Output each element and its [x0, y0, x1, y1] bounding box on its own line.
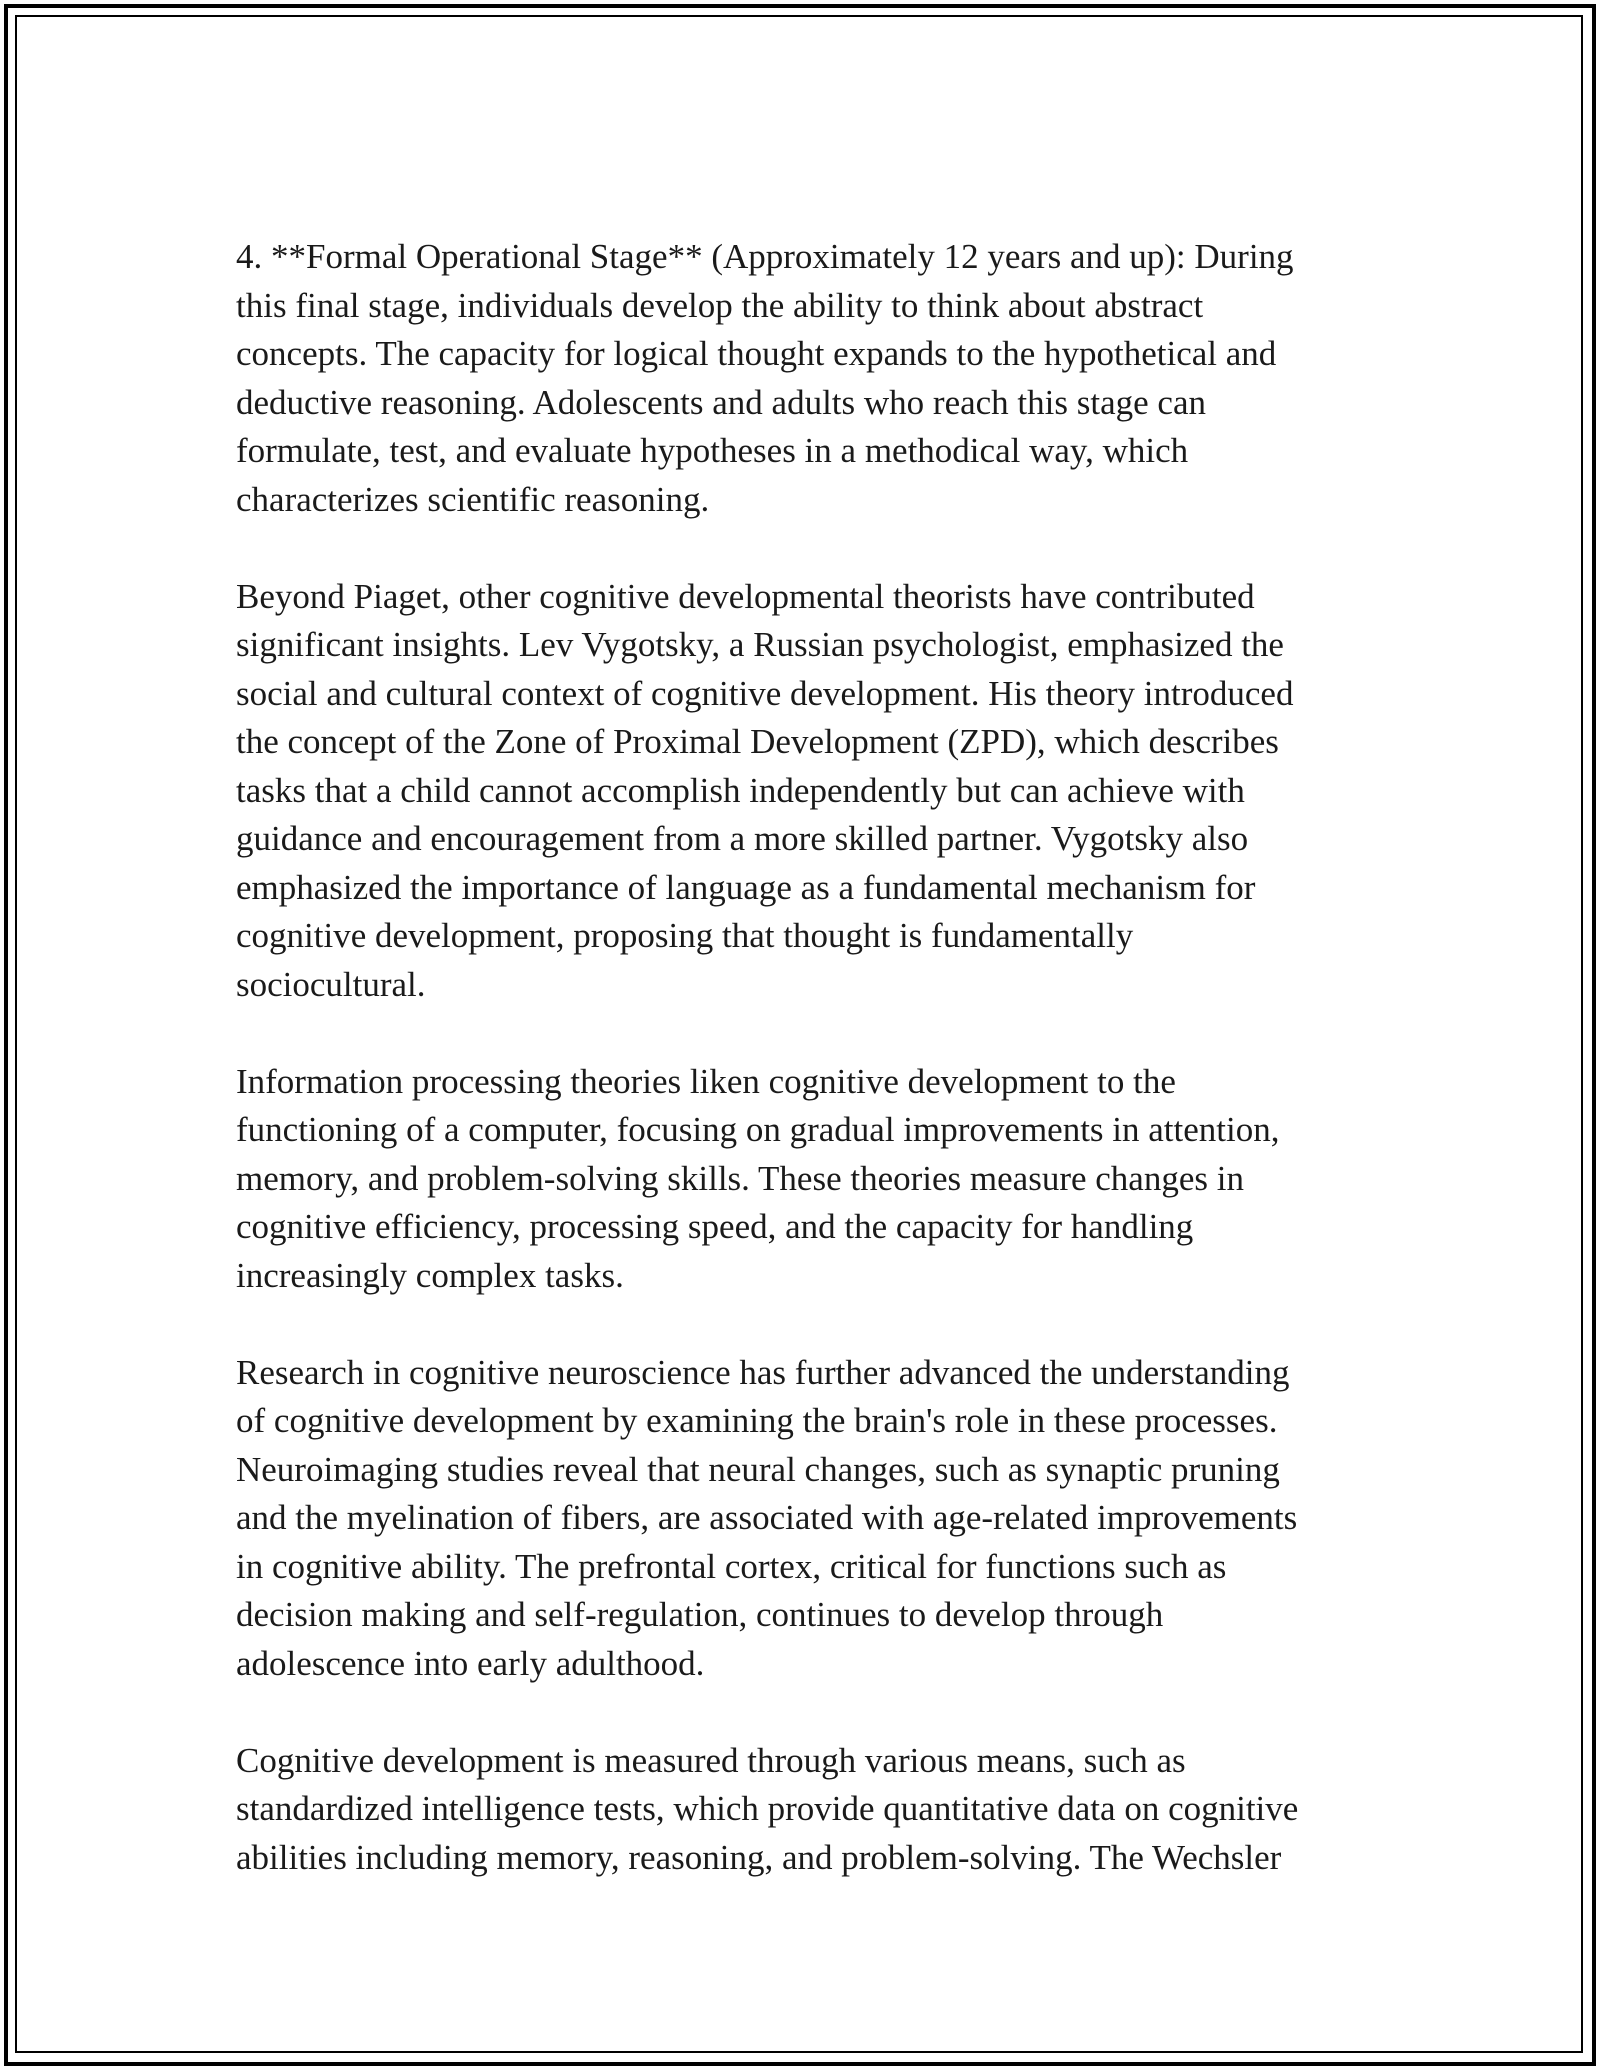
text-line: functioning of a computer, focusing on gradual improvements in attention,	[236, 1110, 1280, 1149]
text-line: Beyond Piaget, other cognitive developmental theorists have contributed	[236, 576, 1255, 616]
paragraph-cognitive-neuroscience	[236, 1349, 1366, 1689]
text-line: in cognitive ability. The prefrontal cortex, critical for functions such as	[236, 1546, 1227, 1586]
text-line: Information processing theories liken cognitive development to the	[236, 1061, 1176, 1101]
text-line: tasks that a child cannot accomplish independently but can achieve with	[236, 770, 1245, 810]
text-line: deductive reasoning. Adolescents and adults who reach this stage can	[236, 382, 1206, 422]
text-line: adolescence into early adulthood.	[236, 1643, 705, 1683]
text-line: Cognitive development is measured through various means, such as	[236, 1740, 1186, 1780]
text-line: memory, and problem-solving skills. These theories measure changes in	[236, 1158, 1244, 1198]
text-line: the concept of the Zone of Proximal Development (ZPD), which describes	[236, 722, 1279, 761]
text-line: decision making and self-regulation, continues to develop through	[236, 1595, 1164, 1634]
text-line: standardized intelligence tests, which provide quantitative data on cognitive	[236, 1789, 1299, 1828]
text-line: Neuroimaging studies reveal that neural changes, such as synaptic pruning	[236, 1449, 1280, 1489]
text-line: increasingly complex tasks.	[236, 1255, 624, 1295]
document-body	[236, 233, 1366, 1931]
text-line: significant insights. Lev Vygotsky, a Russian psychologist, emphasized the	[236, 625, 1284, 664]
text-line: concepts. The capacity for logical thought expands to the hypothetical and	[236, 334, 1277, 373]
text-line: cognitive efficiency, processing speed, and the capacity for handling	[236, 1207, 1194, 1246]
text-line: abilities including memory, reasoning, and problem-solving. The Wechsler	[236, 1837, 1282, 1877]
paragraph-vygotsky	[236, 573, 1366, 1010]
text-line: cognitive development, proposing that thought is fundamentally	[236, 916, 1134, 955]
text-line: Research in cognitive neuroscience has further advanced the understanding	[236, 1352, 1290, 1392]
text-line: emphasized the importance of language as a fundamental mechanism for	[236, 867, 1256, 907]
paragraph-measurement	[236, 1737, 1366, 1883]
text-line: and the myelination of fibers, are associated with age-related improvements	[236, 1498, 1298, 1537]
text-line: characterizes scientific reasoning.	[236, 479, 710, 519]
text-line: sociocultural.	[236, 964, 426, 1004]
text-line: social and cultural context of cognitive development. His theory introduced	[236, 673, 1294, 713]
text-line: formulate, test, and evaluate hypotheses in a methodical way, which	[236, 431, 1189, 470]
text-line: this final stage, individuals develop the ability to think about abstract	[236, 285, 1204, 325]
text-line: guidance and encouragement from a more skilled partner. Vygotsky also	[236, 819, 1249, 858]
paragraph-information-processing	[236, 1058, 1366, 1301]
text-line: of cognitive development by examining the brain's role in these processes.	[236, 1401, 1278, 1440]
paragraph-formal-operational-stage	[236, 233, 1366, 524]
text-line: 4. **Formal Operational Stage** (Approximately 12 years and up): During	[236, 237, 1294, 276]
